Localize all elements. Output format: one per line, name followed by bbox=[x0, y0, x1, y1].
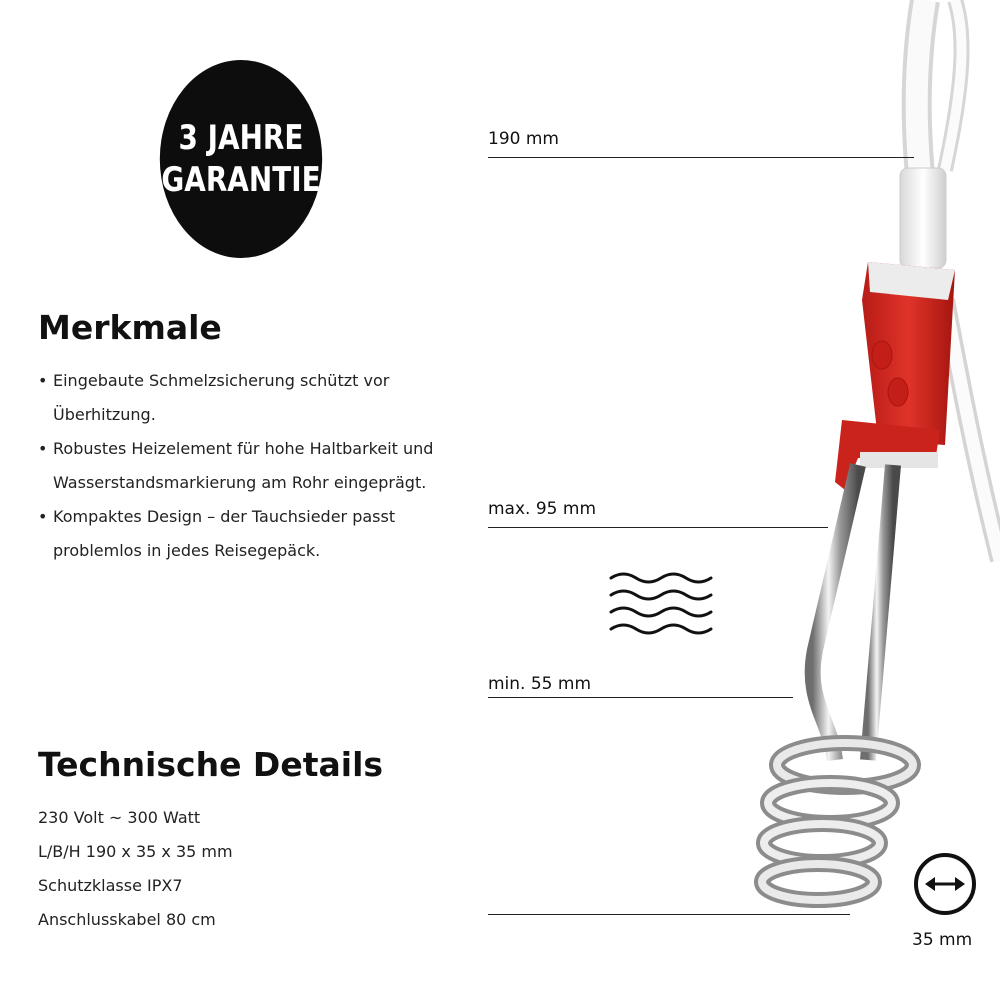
technical-details-title: Technische Details bbox=[38, 745, 384, 784]
features-list bbox=[38, 364, 438, 568]
technical-detail-item: Anschlusskabel 80 cm bbox=[38, 910, 216, 929]
max-water-line bbox=[488, 527, 828, 528]
length-line bbox=[488, 157, 914, 158]
features-title: Merkmale bbox=[38, 308, 222, 347]
warranty-badge-line2: GARANTIE bbox=[161, 160, 321, 200]
width-arrows-icon bbox=[913, 852, 977, 916]
technical-detail-item: Schutzklasse IPX7 bbox=[38, 876, 183, 895]
water-waves-icon bbox=[608, 570, 716, 642]
width-label: 35 mm bbox=[912, 930, 973, 950]
base-line bbox=[488, 914, 850, 915]
min-water-line bbox=[488, 697, 793, 698]
feature-item: • Kompaktes Design – der Tauchsieder passt problemlos in jedes Reisegepäck. bbox=[38, 500, 438, 568]
feature-item: • Robustes Heizelement für hohe Haltbarkeit und Wasserstandsmarkierung am Rohr eingeprägt. bbox=[38, 432, 438, 500]
technical-details-list bbox=[38, 801, 233, 937]
warranty-badge bbox=[160, 60, 322, 258]
min-water-label: min. 55 mm bbox=[488, 674, 592, 694]
technical-detail-item: L/B/H 190 x 35 x 35 mm bbox=[38, 842, 233, 861]
length-label: 190 mm bbox=[488, 129, 559, 149]
technical-detail-item: 230 Volt ~ 300 Watt bbox=[38, 808, 201, 827]
max-water-label: max. 95 mm bbox=[488, 499, 597, 519]
warranty-badge-line1: 3 JAHRE bbox=[178, 118, 304, 158]
feature-item: • Eingebaute Schmelzsicherung schützt vor Überhitzung. bbox=[38, 364, 438, 432]
